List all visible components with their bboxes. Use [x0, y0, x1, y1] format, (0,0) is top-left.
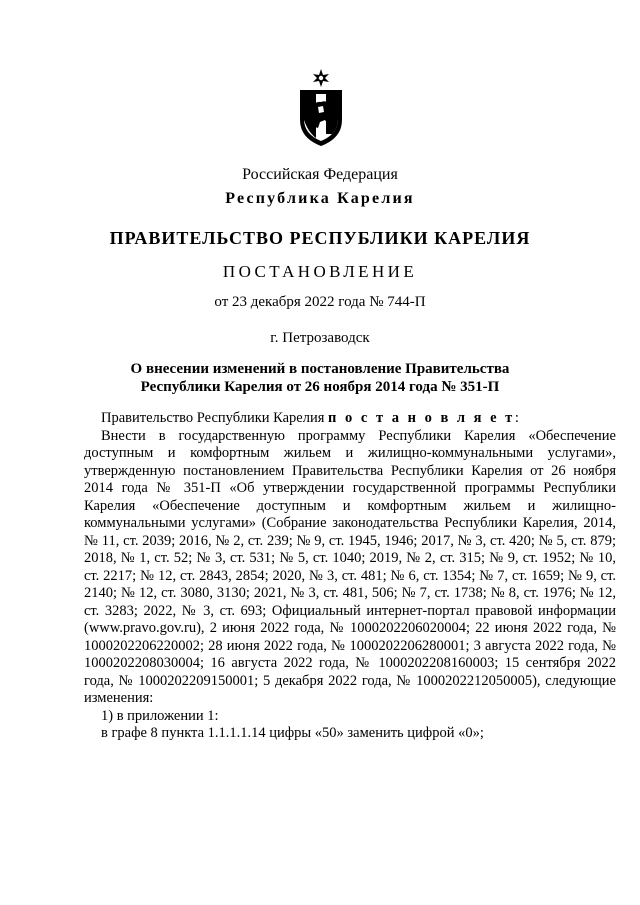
document-subject [0, 360, 640, 396]
item-1: 1) в приложении 1: [101, 707, 219, 724]
subject-line-1: О внесении изменений в постановление Правительства [130, 361, 510, 377]
intro-verb: п о с т а н о в л я е т [328, 410, 515, 426]
document-type: ПОСТАНОВЛЕНИЕ [222, 262, 418, 281]
intro-suffix: : [514, 410, 519, 426]
country-name: Российская Федерация [242, 166, 398, 183]
item-1-sub: в графе 8 пункта 1.1.1.1.14 цифры «50» заменить цифрой «0»; [101, 725, 484, 741]
authority-title: ПРАВИТЕЛЬСТВО РЕСПУБЛИКИ КАРЕЛИЯ [109, 228, 531, 248]
document-city: г. Петрозаводск [270, 330, 370, 346]
amendment-paragraph: Внести в государственную программу Республики Карелия «Обеспечение доступным и комфортным жильем и жилищно-коммунальными услугами», утвержденную постановлением Правительства Республики Карелия от 26 ноября 2014 года № 351-П «Об утверждении государственной программы Республики Карелия «Обеспечение доступным и комфортным жильем и жилищно-коммунальными услугами» (Собрание законодательства Республики Карелия, 2014, № 11, ст. 2039; 2016, № 2, ст. 239; № 9, ст. 1945, 1946; 2017, № 3, ст. 420; № 5, ст. 879; 2018, № 1, ст. 52; № 3, ст. 531; № 5, ст. 1040; 2019, № 2, ст. 315; № 9, ст. 1952; № 10, ст. 2217; № 12, ст. 2843, 2854; 2020, № 3, ст. 481; № 6, ст. 1354; № 7, ст. 1659; № 9, ст. 2140; № 12, ст. 3080, 3130; 2021, № 3, ст. 481, 506; № 7, ст. 1738; № 8, ст. 1976; № 12, ст. 3283; 2022, № 3, ст. 693; Официальный интернет-портал правовой информации (www.pravo.gov.ru), 2 июня 2022 года, № 1000202206020004; 22 июня 2022 года, № 1000202206220002; 28 июня 2022 года, № 1000202206280001; 3 августа 2022 года, № 1000202208030004; 16 августа 2022 года, № 1000202208160003; 15 сентября 2022 года, № 1000202209150001; 5 декабря 2022 года, № 1000202212050005), следующие изменения: [84, 427, 616, 706]
coat-of-arms-icon [296, 68, 346, 148]
intro-paragraph [84, 410, 616, 428]
document-body [84, 410, 616, 743]
intro-prefix: Правительство Республики Карелия [101, 410, 329, 426]
document-date-number: от 23 декабря 2022 года № 744-П [214, 294, 426, 310]
republic-name: Республика Карелия [225, 190, 415, 207]
subject-line-2: Республики Карелия от 26 ноября 2014 года № 351-П [140, 379, 500, 395]
